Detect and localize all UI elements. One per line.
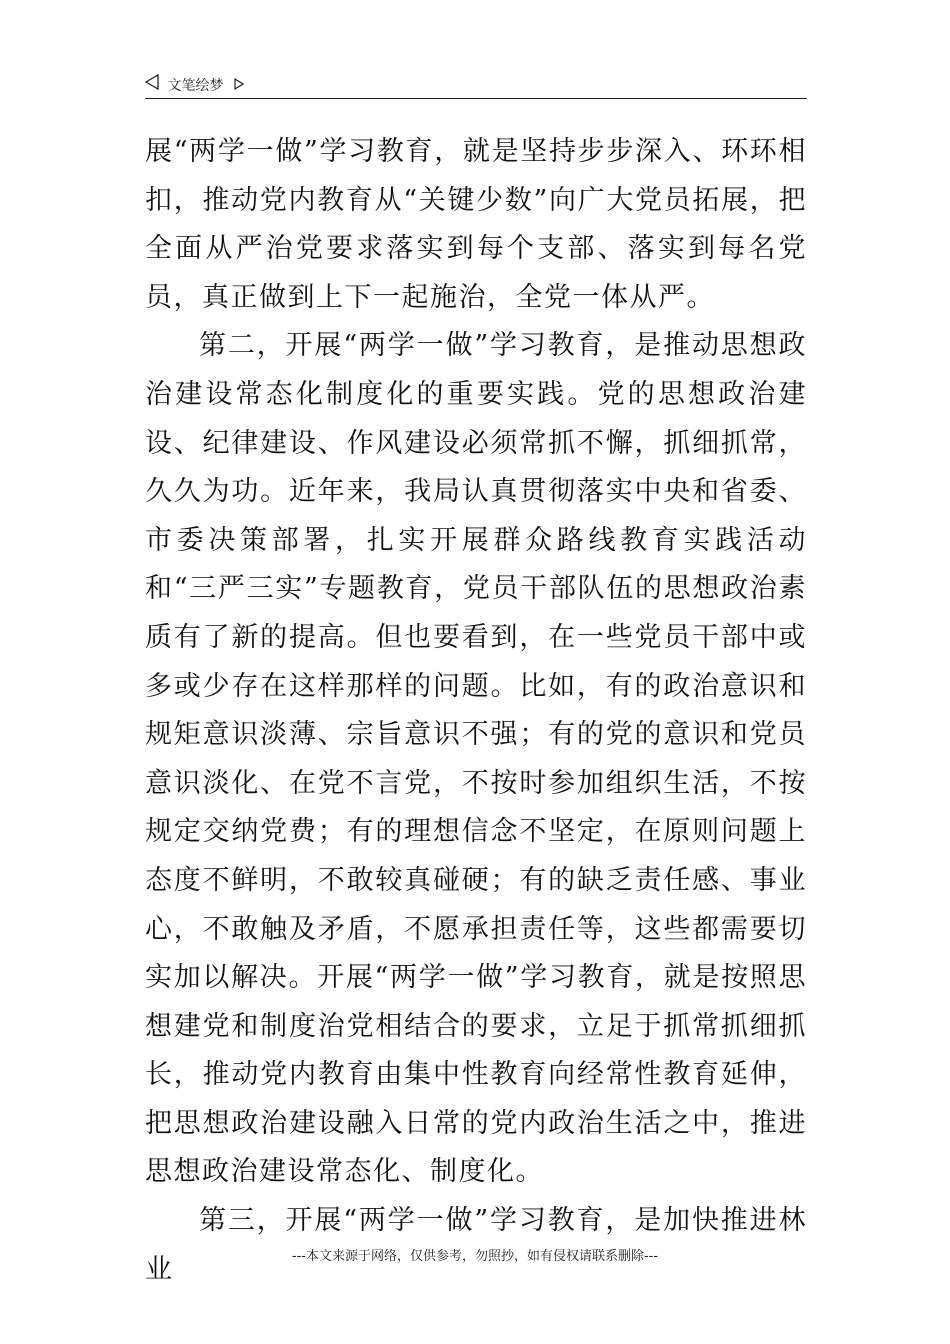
paragraph-second: 第二，开展“两学一做”学习教育，是推动思想政治建设常态化制度化的重要实践。党的思想政治建设、纪律建设、作风建设必须常抓不懈，抓细抓常，久久为功。近年来，我局认真贯彻落实中央和省委、市委决策部署，扎实开展群众路线教育实践活动和“三严三实”专题教育，党员干部队伍的思想政治素质有了新的提高。但也要看到，在一些党员干部中或多或少存在这样那样的问题。比如，有的政治意识和规矩意识淡薄、宗旨意识不强；有的党的意识和党员意识淡化、在党不言党，不按时参加组织生活，不按规定交纳党费；有的理想信念不坚定，在原则问题上态度不鲜明，不敢较真碰硬；有的缺乏责任感、事业心，不敢触及矛盾，不愿承担责任等，这些都需要切实加以解决。开展“两学一做”学习教育，就是按照思想建党和制度治党相结合的要求，立足于抓常抓细抓长，推动党内教育由集中性教育向经常性教育延伸，把思想政治建设融入日常的党内政治生活之中，推进思想政治建设常态化、制度化。	[145, 330, 807, 1188]
page-header	[145, 74, 807, 96]
document-body	[145, 128, 807, 1294]
header-divider	[145, 98, 807, 99]
left-triangle-icon	[145, 74, 159, 97]
right-triangle-icon	[234, 75, 244, 97]
footer-notice: ---本文来源于网络，仅供参考，勿照抄，如有侵权请联系删除---	[291, 1249, 659, 1264]
paragraph-continued: 展“两学一做”学习教育，就是坚持步步深入、环环相扣，推动党内教育从“关键少数”向广大党员拓展，把全面从严治党要求落实到每个支部、落实到每名党员，真正做到上下一起施治，全党一体从严。	[145, 136, 807, 313]
paragraph-third: 第三，开展“两学一做”学习教育，是加快推进林业	[145, 1205, 807, 1285]
header-title: 文笔绘梦	[167, 77, 224, 94]
